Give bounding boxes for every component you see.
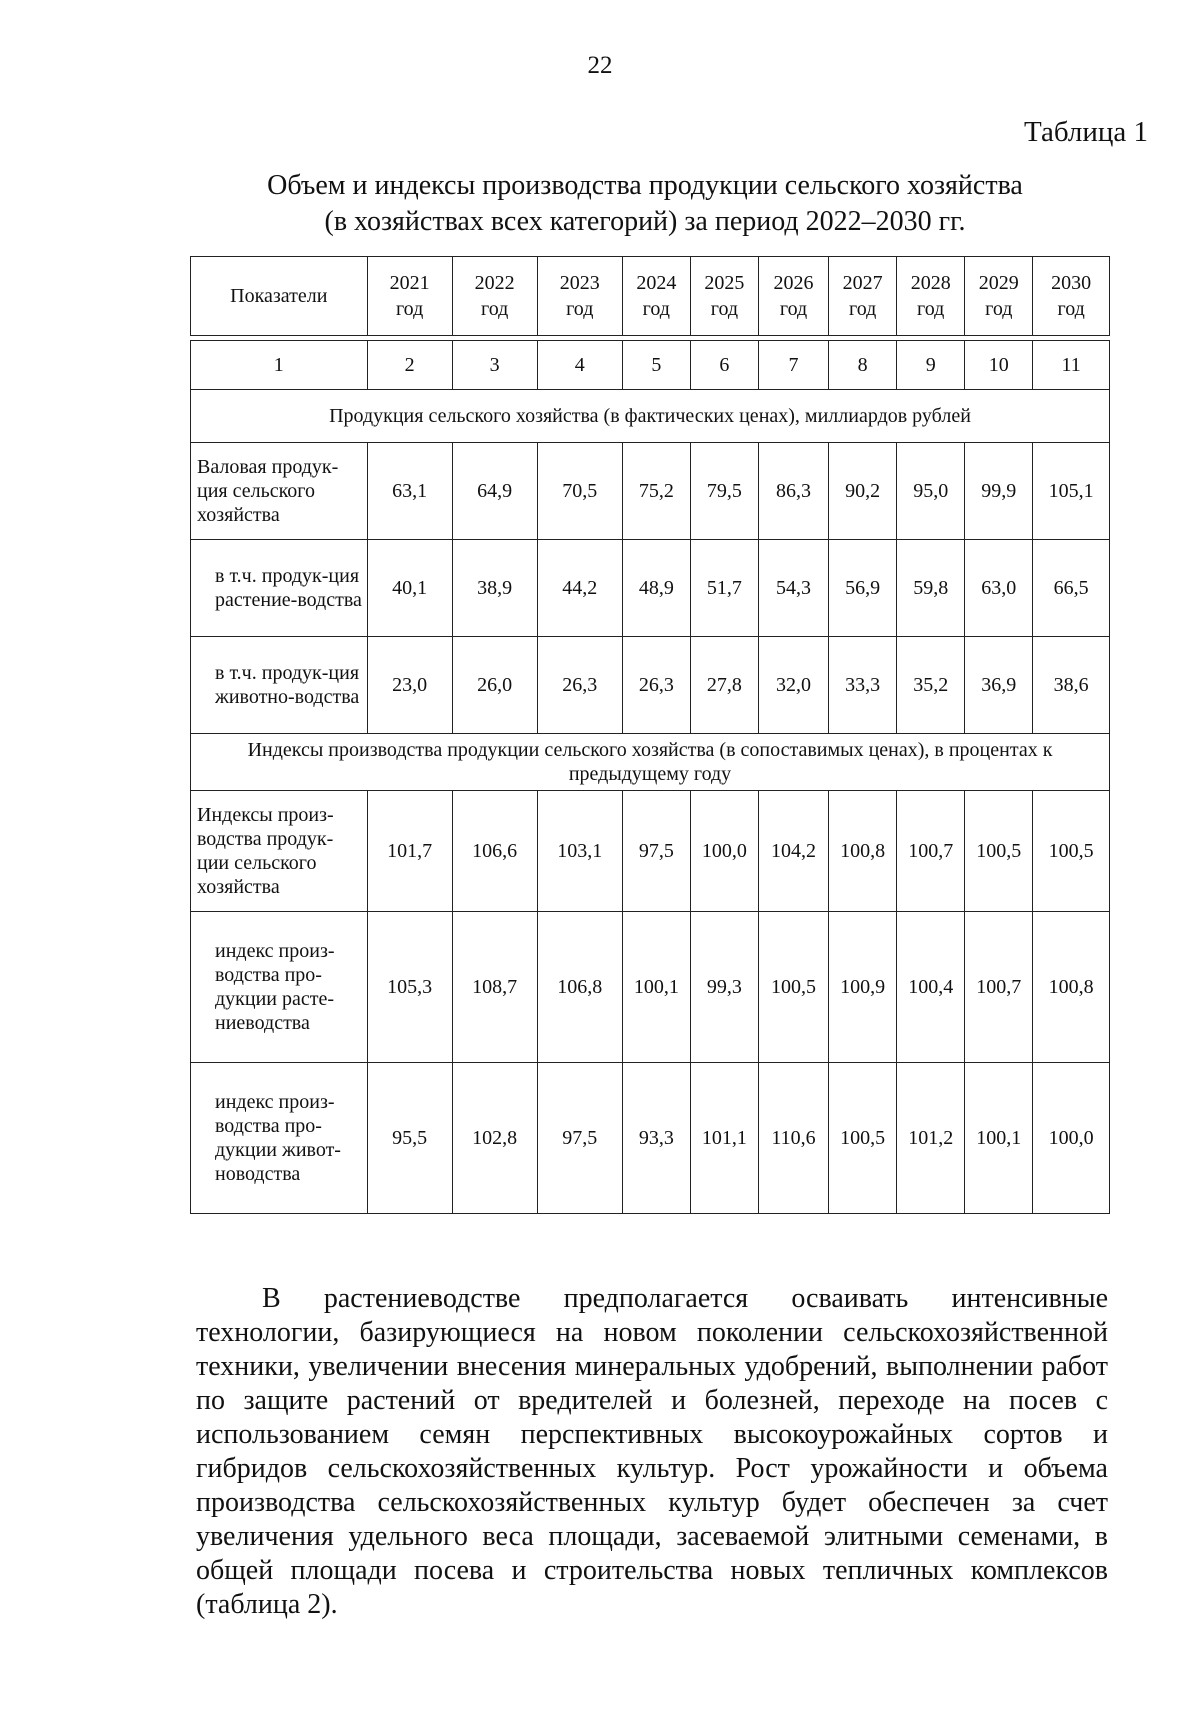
table-cell: 99,9: [965, 443, 1033, 540]
column-number: 2: [367, 341, 452, 390]
table-cell: 100,8: [829, 791, 897, 912]
table-row: [191, 540, 1110, 637]
section-2-title: Индексы производства продукции сельского хозяйства (в сопоставимых ценах), в процентах к предыдущему году: [191, 734, 1110, 791]
column-number: 5: [622, 341, 690, 390]
row-label: в т.ч. продук-ция растение-водства: [191, 540, 368, 637]
table-cell: 103,1: [537, 791, 622, 912]
column-number: 1: [191, 341, 368, 390]
table-cell: 101,2: [897, 1063, 965, 1214]
table-cell: 100,7: [965, 912, 1033, 1063]
header-year: 2027 год: [829, 257, 897, 336]
header-year: 2024 год: [622, 257, 690, 336]
header-row: [191, 257, 1110, 336]
table-cell: 26,3: [622, 637, 690, 734]
header-year: 2026 год: [758, 257, 828, 336]
table-cell: 101,7: [367, 791, 452, 912]
table-cell: 110,6: [758, 1063, 828, 1214]
table-cell: 108,7: [452, 912, 537, 1063]
page-number: 22: [587, 52, 613, 79]
table-cell: 36,9: [965, 637, 1033, 734]
table-cell: 48,9: [622, 540, 690, 637]
table-cell: 101,1: [690, 1063, 758, 1214]
table-cell: 99,3: [690, 912, 758, 1063]
table-row: [191, 1063, 1110, 1214]
table-cell: 97,5: [537, 1063, 622, 1214]
column-number: 8: [829, 341, 897, 390]
row-label: в т.ч. продук-ция животно-водства: [191, 637, 368, 734]
header-year: 2028 год: [897, 257, 965, 336]
table-cell: 54,3: [758, 540, 828, 637]
table-cell: 100,1: [965, 1063, 1033, 1214]
column-number: 4: [537, 341, 622, 390]
table-cell: 32,0: [758, 637, 828, 734]
table-cell: 93,3: [622, 1063, 690, 1214]
header-year: 2030 год: [1033, 257, 1110, 336]
table-cell: 104,2: [758, 791, 828, 912]
table-cell: 33,3: [829, 637, 897, 734]
header-indicators: Показатели: [191, 257, 368, 336]
table-title: [190, 168, 1100, 240]
table-cell: 44,2: [537, 540, 622, 637]
table-cell: 63,0: [965, 540, 1033, 637]
table-title-line-1: Объем и индексы производства продукции сельского хозяйства: [267, 170, 1023, 201]
production-table: [190, 256, 1110, 1214]
column-number: 6: [690, 341, 758, 390]
column-number: 10: [965, 341, 1033, 390]
header-year: 2029 год: [965, 257, 1033, 336]
table-cell: 100,4: [897, 912, 965, 1063]
table-cell: 100,5: [829, 1063, 897, 1214]
table-cell: 40,1: [367, 540, 452, 637]
table-cell: 100,0: [690, 791, 758, 912]
table-cell: 95,0: [897, 443, 965, 540]
table-cell: 79,5: [690, 443, 758, 540]
column-number: 9: [897, 341, 965, 390]
table-cell: 86,3: [758, 443, 828, 540]
table-cell: 70,5: [537, 443, 622, 540]
table-cell: 35,2: [897, 637, 965, 734]
table-cell: 100,8: [1033, 912, 1110, 1063]
table-cell: 106,6: [452, 791, 537, 912]
column-number: 11: [1033, 341, 1110, 390]
row-label: Индексы произ-водства продук-ции сельского хозяйства: [191, 791, 368, 912]
table-cell: 105,3: [367, 912, 452, 1063]
table-cell: 27,8: [690, 637, 758, 734]
table-cell: 97,5: [622, 791, 690, 912]
table-row: [191, 912, 1110, 1063]
column-number: 3: [452, 341, 537, 390]
table-cell: 63,1: [367, 443, 452, 540]
table-cell: 26,3: [537, 637, 622, 734]
table-row: [191, 443, 1110, 540]
table-cell: 38,9: [452, 540, 537, 637]
row-label: Валовая продук-ция сельского хозяйства: [191, 443, 368, 540]
header-year: 2021 год: [367, 257, 452, 336]
header-year: 2023 год: [537, 257, 622, 336]
section-2-header: [191, 734, 1110, 791]
table-cell: 100,5: [965, 791, 1033, 912]
table-cell: 106,8: [537, 912, 622, 1063]
column-numbers-row: [191, 341, 1110, 390]
table-title-line-2: (в хозяйствах всех категорий) за период 2022–2030 гг.: [324, 206, 966, 237]
table-cell: 100,5: [758, 912, 828, 1063]
table-cell: 75,2: [622, 443, 690, 540]
section-1-header: [191, 390, 1110, 443]
table-cell: 26,0: [452, 637, 537, 734]
table-cell: 66,5: [1033, 540, 1110, 637]
table-cell: 23,0: [367, 637, 452, 734]
table-cell: 100,7: [897, 791, 965, 912]
table-cell: 105,1: [1033, 443, 1110, 540]
body-paragraph: В растениеводстве предполагается осваивать интенсивные технологии, базирующиеся на новом поколении сельскохозяйственной техники, увеличении внесения минеральных удобрений, выполнении работ по защите растений от вредителей и болезней, переходе на посев с использованием семян перспективных высокоурожайных сортов и гибридов сельскохозяйственных культур. Рост урожайности и объема производства сельскохозяйственных культур будет обеспечен за счет увеличения удельного веса площади, засеваемой элитными семенами, в общей площади посева и строительства новых тепличных комплексов (таблица 2).: [196, 1283, 1108, 1620]
table-cell: 100,0: [1033, 1063, 1110, 1214]
table-row: [191, 637, 1110, 734]
table-cell: 56,9: [829, 540, 897, 637]
table-cell: 95,5: [367, 1063, 452, 1214]
table-label: Таблица 1: [1023, 116, 1148, 148]
section-1-title: Продукция сельского хозяйства (в фактических ценах), миллиардов рублей: [191, 390, 1110, 443]
table-cell: 64,9: [452, 443, 537, 540]
column-number: 7: [758, 341, 828, 390]
header-year: 2025 год: [690, 257, 758, 336]
row-label: индекс произ-водства про-дукции живот-новодства: [191, 1063, 368, 1214]
table-cell: 59,8: [897, 540, 965, 637]
table-row: [191, 791, 1110, 912]
table-cell: 90,2: [829, 443, 897, 540]
table-cell: 102,8: [452, 1063, 537, 1214]
row-label: индекс произ-водства про-дукции расте-ниеводства: [191, 912, 368, 1063]
header-year: 2022 год: [452, 257, 537, 336]
table-cell: 38,6: [1033, 637, 1110, 734]
table-cell: 100,1: [622, 912, 690, 1063]
table-cell: 100,9: [829, 912, 897, 1063]
table-cell: 51,7: [690, 540, 758, 637]
table-cell: 100,5: [1033, 791, 1110, 912]
